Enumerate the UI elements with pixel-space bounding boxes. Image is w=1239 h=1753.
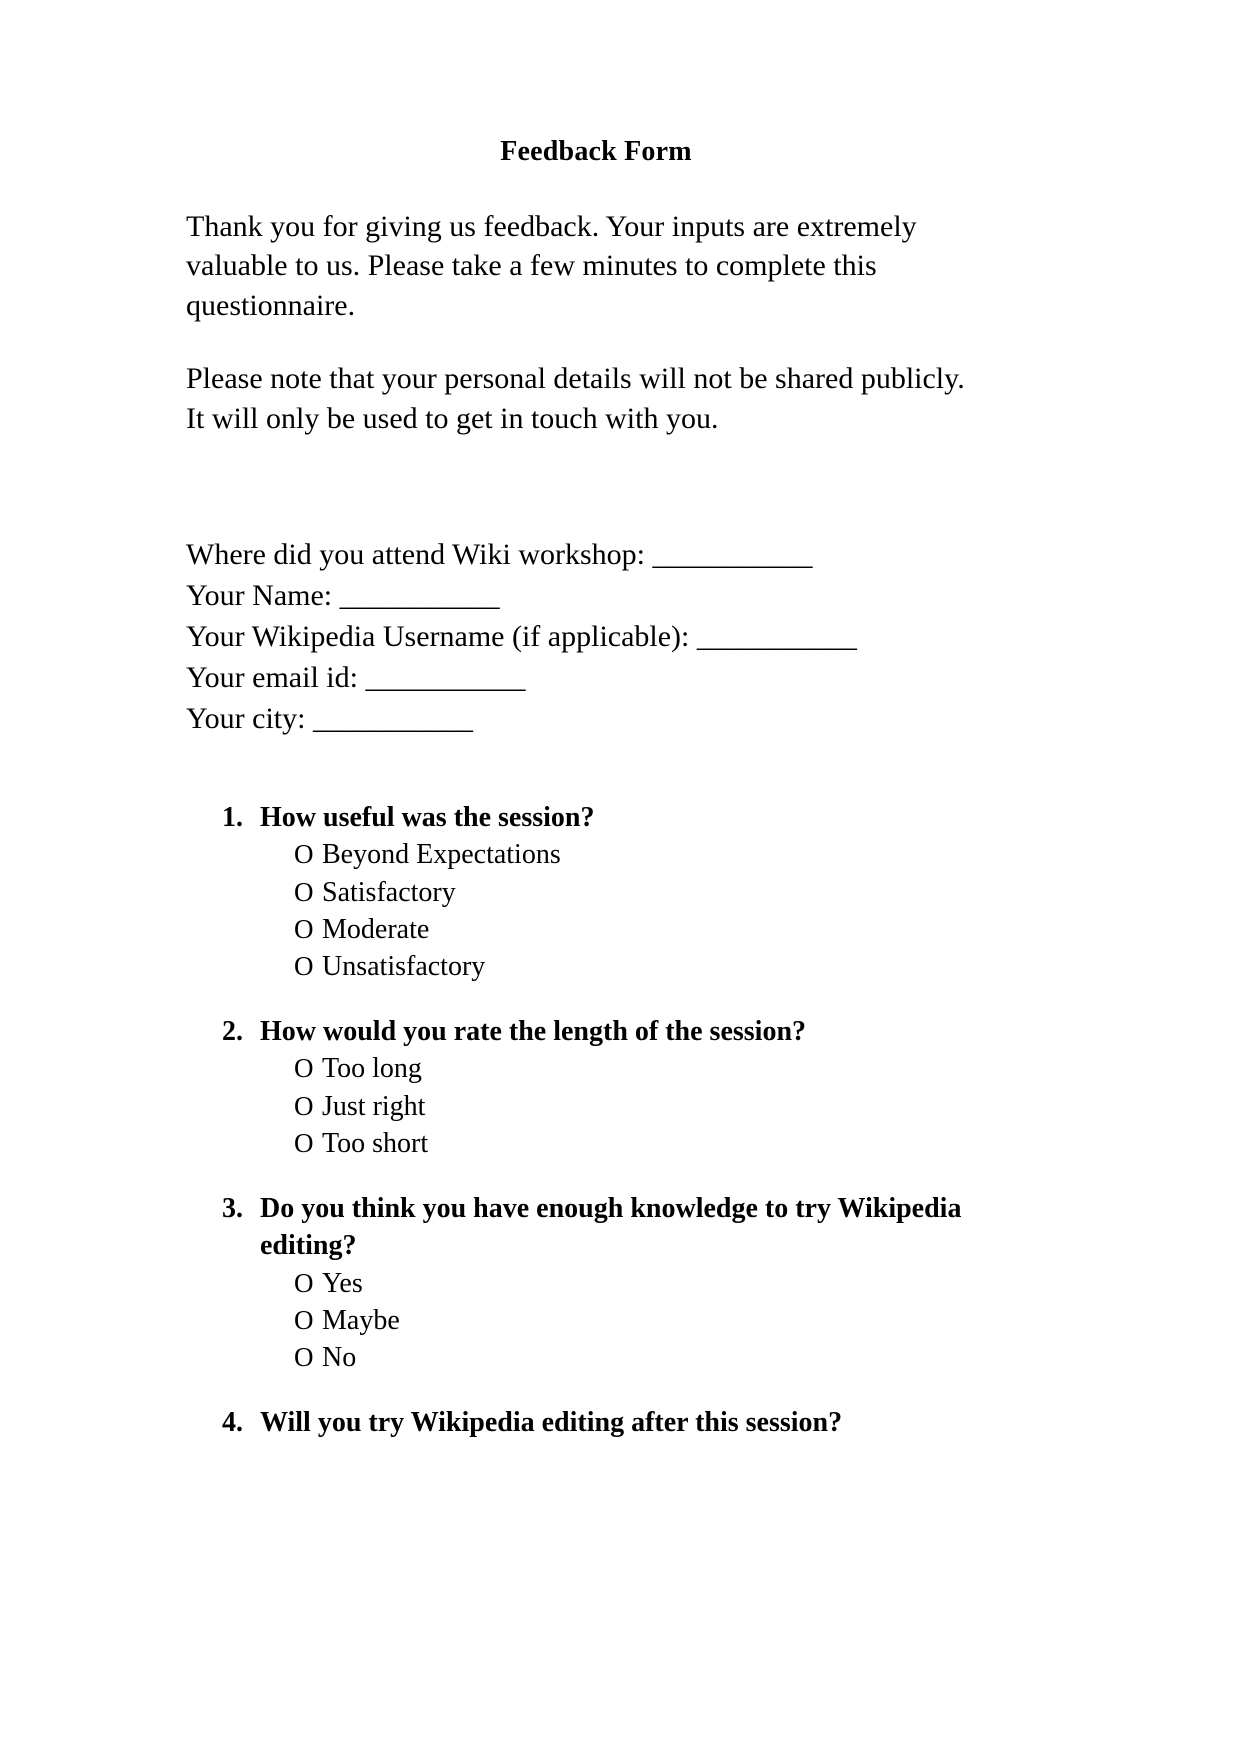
option-moderate[interactable] xyxy=(294,911,1086,948)
field-blank-workshop-location[interactable]: ___________ xyxy=(652,537,812,571)
intro-paragraph-2: Please note that your personal details will not be shared publicly. It will only be used to get in touch with you. xyxy=(186,362,965,435)
radio-circle-icon[interactable]: O xyxy=(294,1342,314,1373)
radio-circle-icon[interactable]: O xyxy=(294,876,314,907)
option-label: Moderate xyxy=(322,913,430,945)
option-label: Maybe xyxy=(322,1304,400,1336)
intro-section xyxy=(186,207,1086,439)
field-label-city: Your city: xyxy=(186,701,306,735)
field-label-name: Your Name: xyxy=(186,578,333,612)
radio-circle-icon[interactable]: O xyxy=(294,1127,314,1158)
option-label: Too long xyxy=(322,1053,422,1085)
question-1-heading xyxy=(222,799,1086,836)
option-label: Yes xyxy=(322,1267,363,1299)
option-label: Unsatisfactory xyxy=(322,950,486,982)
question-1-number: 1. xyxy=(222,802,243,834)
option-label: No xyxy=(322,1342,357,1374)
option-yes[interactable] xyxy=(294,1265,1086,1302)
question-1 xyxy=(222,799,1086,985)
question-3-options xyxy=(222,1265,1086,1377)
field-label-email: Your email id: xyxy=(186,660,358,694)
field-row-city xyxy=(186,698,1086,739)
option-no[interactable] xyxy=(294,1339,1086,1376)
radio-circle-icon[interactable]: O xyxy=(294,1090,314,1121)
radio-circle-icon[interactable]: O xyxy=(294,913,314,944)
field-blank-name[interactable]: ___________ xyxy=(339,578,500,612)
radio-circle-icon[interactable]: O xyxy=(294,950,314,981)
document-content xyxy=(186,0,1086,1470)
question-2 xyxy=(222,1013,1086,1162)
option-label: Satisfactory xyxy=(322,876,456,908)
question-4-number: 4. xyxy=(222,1407,243,1439)
option-unsatisfactory[interactable] xyxy=(294,948,1086,985)
field-blank-email[interactable]: ___________ xyxy=(365,660,525,694)
question-4-heading xyxy=(222,1404,1086,1441)
option-just-right[interactable] xyxy=(294,1088,1086,1125)
field-label-workshop-location: Where did you attend Wiki workshop: xyxy=(186,537,645,571)
radio-circle-icon[interactable]: O xyxy=(294,1267,314,1298)
question-4-text: Will you try Wikipedia editing after this session? xyxy=(260,1407,843,1439)
question-2-options xyxy=(222,1050,1086,1162)
option-label: Beyond Expectations xyxy=(322,839,561,871)
field-row-email xyxy=(186,657,1086,698)
option-too-short[interactable] xyxy=(294,1125,1086,1162)
question-2-number: 2. xyxy=(222,1016,243,1048)
question-2-text: How would you rate the length of the session? xyxy=(260,1016,807,1048)
radio-circle-icon[interactable]: O xyxy=(294,1053,314,1084)
question-3-number: 3. xyxy=(222,1193,243,1225)
question-1-options xyxy=(222,836,1086,985)
field-row-wikipedia-username xyxy=(186,616,1086,657)
option-label: Just right xyxy=(322,1090,426,1122)
field-blank-city[interactable]: ___________ xyxy=(312,701,473,735)
questions-section xyxy=(186,799,1086,1442)
question-1-text: How useful was the session? xyxy=(260,802,595,834)
field-row-workshop-location xyxy=(186,534,1086,575)
field-blank-wikipedia-username[interactable]: ___________ xyxy=(696,619,857,653)
field-label-wikipedia-username: Your Wikipedia Username (if applicable): xyxy=(186,619,690,653)
option-beyond-expectations[interactable] xyxy=(294,836,1086,873)
radio-circle-icon[interactable]: O xyxy=(294,1304,314,1335)
identity-fields xyxy=(186,534,1086,739)
question-2-heading xyxy=(222,1013,1086,1050)
field-row-name xyxy=(186,575,1086,616)
option-satisfactory[interactable] xyxy=(294,874,1086,911)
option-too-long[interactable] xyxy=(294,1050,1086,1087)
option-maybe[interactable] xyxy=(294,1302,1086,1339)
radio-circle-icon[interactable]: O xyxy=(294,839,314,870)
option-label: Too short xyxy=(322,1127,429,1159)
question-4 xyxy=(222,1404,1086,1441)
question-3-text: Do you think you have enough knowledge to try Wikipedia editing? xyxy=(260,1193,962,1262)
intro-paragraph-1: Thank you for giving us feedback. Your inputs are extremely valuable to us. Please take a few minutes to complete this questionnaire. xyxy=(186,209,917,322)
question-3-heading xyxy=(222,1190,1086,1264)
page-title: Feedback Form xyxy=(500,136,692,167)
question-3 xyxy=(222,1190,1086,1376)
